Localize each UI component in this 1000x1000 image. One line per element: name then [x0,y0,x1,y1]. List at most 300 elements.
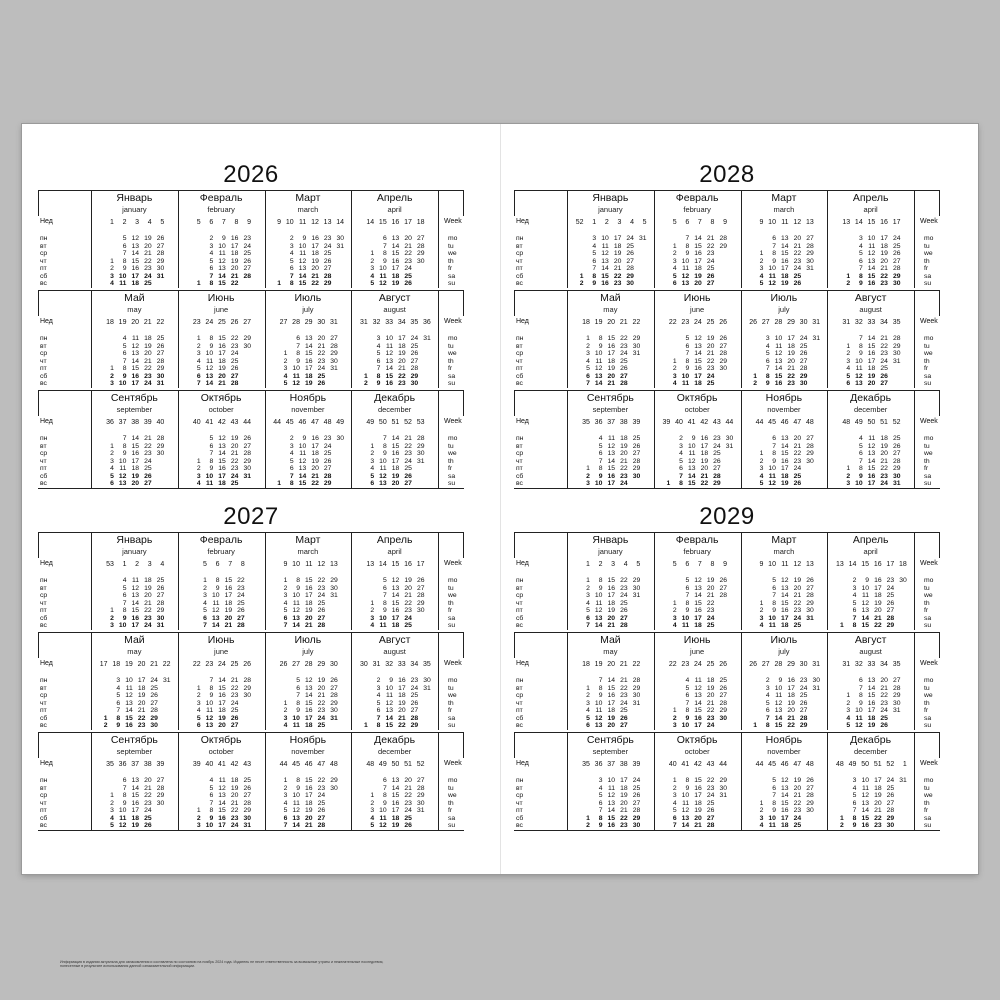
day-number: 30 [416,450,425,458]
day-number: 26 [706,272,715,280]
week-number: 2 [135,561,140,568]
day-number: 22 [793,450,802,458]
day-number: 9 [302,435,307,442]
day-number: 21 [880,265,888,273]
day-number: 14 [694,350,702,358]
week-number: 30 [329,661,338,668]
day-number: 20 [880,450,888,458]
day-number: 7 [209,450,214,458]
week-number: 49 [848,761,857,768]
day-number: 20 [144,350,152,358]
day-number: 26 [620,607,628,615]
month-name-en: october [684,405,710,414]
weekday-label-ru: чт [516,457,523,465]
day-number: 31 [156,380,165,388]
day-number: 4 [846,714,851,722]
week-label: Week [444,660,462,667]
day-number: 18 [230,777,239,784]
day-number: 29 [410,722,419,730]
day-number: 12 [118,472,127,480]
day-number: 28 [886,614,895,622]
day-number: 3 [592,235,597,242]
week-label: Week [920,418,938,425]
day-number: 30 [330,784,338,792]
column-rule [939,532,940,558]
day-number: 5 [110,472,114,480]
day-number: 4 [122,577,127,584]
week-number: 9 [759,561,764,568]
day-number: 1 [364,372,368,380]
month-name-en: january [122,547,147,556]
day-number: 26 [632,792,641,800]
day-number: 15 [218,457,226,465]
day-number: 3 [586,350,590,358]
day-number: 25 [719,677,728,684]
column-rule [38,290,39,316]
weekday-label-ru: вс [40,722,47,730]
week-number: 23 [205,661,214,668]
day-number: 10 [774,335,783,342]
day-number: 9 [382,450,387,458]
month-name-ru: Июль [770,292,798,304]
week-number: 43 [712,419,721,426]
weekday-label-en: fr [924,265,929,273]
day-number: 15 [861,814,870,822]
weekday-label-ru: чт [40,699,47,707]
day-number: 18 [867,714,876,722]
week-number: 8 [234,219,239,226]
day-number: 8 [209,335,214,342]
day-number: 26 [793,280,802,288]
day-number: 21 [793,442,802,450]
day-number: 7 [122,250,127,258]
day-number: 22 [787,372,795,380]
weekday-label-ru: чт [516,357,523,365]
month-january [91,190,178,290]
week-number: 23 [681,319,690,326]
day-number: 28 [719,592,728,600]
day-number: 16 [781,457,789,465]
day-number: 7 [376,714,381,722]
day-number: 1 [586,684,590,692]
week-number: 11 [298,219,307,226]
month-name-en: april [863,205,878,214]
day-number: 15 [391,250,400,258]
day-number: 21 [706,592,715,600]
day-number: 16 [218,814,226,822]
weekday-label-en: sa [448,472,456,480]
day-number: 8 [772,799,776,807]
day-number: 29 [156,607,165,615]
day-number: 22 [404,792,412,800]
day-number: 10 [855,357,863,365]
day-number: 19 [391,472,400,480]
day-number: 5 [759,280,764,288]
day-number: 2 [852,577,857,584]
day-number: 14 [781,242,789,250]
day-number: 10 [594,592,603,600]
day-number: 1 [110,607,114,615]
day-number: 31 [812,684,821,692]
column-rule [914,390,915,488]
week-number: 45 [285,419,294,426]
day-number: 22 [620,814,628,822]
day-number: 17 [137,677,146,684]
day-number: 27 [156,592,165,600]
day-number: 12 [768,280,776,288]
day-number: 2 [283,584,288,592]
day-number: 29 [632,577,641,584]
day-number: 22 [230,457,239,465]
day-number: 16 [391,450,400,458]
day-number: 7 [209,799,214,807]
day-number: 16 [607,342,616,350]
day-number: 12 [305,677,313,684]
day-number: 18 [694,799,702,807]
month-name-ru: Октябрь [200,734,242,746]
day-number: 10 [594,480,603,488]
weekday-label-en: fr [924,365,929,373]
weekday-label-en: fr [924,807,929,815]
day-number: 8 [765,722,770,730]
day-number: 20 [607,614,616,622]
day-number: 1 [110,442,114,450]
day-number: 15 [694,357,702,365]
day-number: 5 [376,699,381,707]
day-number: 14 [774,365,783,373]
day-number: 2 [370,607,375,615]
month-name-en: april [863,547,878,556]
week-number: 1 [122,561,127,568]
weekday-label-ru: пт [40,265,47,273]
day-number: 8 [289,480,294,488]
day-number: 17 [305,792,313,800]
month-name-ru: Декабрь [850,392,892,404]
weekday-label-en: th [924,599,930,607]
day-number: 24 [886,777,895,784]
weekday-label-ru: пн [40,777,48,784]
day-number: 25 [886,784,895,792]
day-number: 6 [858,677,863,684]
day-number: 2 [579,280,584,288]
week-number: 21 [619,319,628,326]
day-number: 5 [196,714,201,722]
day-number: 14 [607,457,616,465]
month-name-ru: Декабрь [374,734,416,746]
day-number: 5 [858,250,863,258]
day-number: 21 [607,380,616,388]
day-number: 26 [719,577,728,584]
day-number: 16 [131,450,140,458]
day-number: 21 [787,365,795,373]
column-rule [939,632,940,658]
day-number: 28 [806,792,814,800]
month-name-ru: Октябрь [676,392,718,404]
day-number: 20 [317,335,326,342]
day-number: 7 [598,677,603,684]
week-number: 36 [594,419,603,426]
week-number: 13 [842,219,851,226]
day-number: 30 [806,807,814,815]
day-number: 1 [666,480,671,488]
month-name-ru: Октябрь [676,734,718,746]
day-number: 15 [781,799,789,807]
day-number: 6 [196,722,201,730]
day-number: 15 [385,372,394,380]
day-number: 23 [880,350,888,358]
weekday-label-ru: ср [516,250,524,258]
weekday-label-en: sa [924,714,932,722]
weekday-label-en: we [448,250,457,258]
day-number: 28 [156,250,165,258]
day-number: 30 [719,365,728,373]
day-number: 24 [317,365,326,373]
month-november [741,390,828,490]
day-number: 27 [323,265,332,273]
day-number: 8 [215,577,220,584]
month-november [741,732,828,832]
day-number: 17 [880,235,888,242]
day-number: 9 [592,280,597,288]
day-number: 6 [382,777,387,784]
year-calendar-2028 [514,161,940,494]
week-number: 5 [196,219,201,226]
week-number: 41 [687,419,696,426]
week-number: 27 [761,319,770,326]
day-number: 22 [311,480,319,488]
day-number: 9 [209,342,214,350]
weekday-label-en: fr [448,707,453,715]
weekday-label-en: we [924,250,933,258]
day-number: 19 [218,714,226,722]
day-number: 17 [700,442,709,450]
week-number: 9 [723,561,728,568]
week-number: 19 [118,319,127,326]
weekday-label-en: tu [448,784,454,792]
day-number: 9 [772,607,776,615]
day-number: 23 [620,342,628,350]
day-number: 2 [586,472,590,480]
month-july [741,632,828,732]
weekday-label-en: tu [924,342,930,350]
day-number: 8 [598,814,603,822]
day-number: 28 [632,677,641,684]
weekday-label-en: sa [448,272,456,280]
day-number: 9 [122,372,127,380]
week-number: 39 [143,419,152,426]
day-number: 25 [880,365,888,373]
day-number: 15 [781,250,789,258]
day-number: 15 [607,335,616,342]
week-number: 48 [323,419,332,426]
day-number: 5 [289,257,294,265]
weekday-label-ru: сб [516,472,524,480]
day-number: 4 [852,784,857,792]
weekday-label-en: tu [448,442,454,450]
day-number: 4 [370,814,375,822]
day-number: 10 [861,584,870,592]
day-number: 8 [852,814,857,822]
day-number: 7 [685,350,690,358]
day-number: 18 [131,814,140,822]
day-number: 18 [137,684,146,692]
day-number: 12 [379,280,387,288]
day-number: 11 [694,677,702,684]
day-number: 20 [613,257,622,265]
day-number: 4 [679,450,683,458]
day-number: 9 [376,380,381,388]
week-number: 46 [780,419,789,426]
day-number: 21 [144,435,152,442]
weekday-label-en: sa [448,372,456,380]
week-number: 35 [892,319,901,326]
month-name-en: october [208,747,234,756]
month-august [351,632,438,732]
day-number: 30 [632,472,641,480]
day-number: 24 [237,592,245,600]
day-number: 25 [706,799,715,807]
weekday-label-ru: пн [516,335,524,342]
week-number: 42 [694,761,702,768]
day-number: 3 [598,777,603,784]
day-number: 27 [620,372,628,380]
day-number: 20 [230,265,239,273]
day-number: 23 [874,822,882,830]
day-number: 18 [144,335,152,342]
week-number: 32 [385,661,394,668]
day-number: 12 [681,807,690,815]
week-number: 15 [867,219,876,226]
day-number: 9 [296,784,300,792]
day-number: 2 [203,584,207,592]
week-number: 6 [209,219,214,226]
day-number: 5 [203,607,207,615]
day-number: 1 [283,777,288,784]
month-name-ru: Май [124,634,145,646]
month-name-en: july [302,647,314,656]
day-number: 26 [156,235,165,242]
day-number: 6 [382,235,387,242]
month-september [567,732,654,832]
weekday-label-en: th [448,799,454,807]
day-number: 8 [382,792,387,800]
day-number: 30 [806,457,814,465]
month-name-ru: Ноябрь [289,734,327,746]
day-number: 14 [681,822,690,830]
day-number: 7 [289,472,294,480]
weekday-label-ru: пт [40,365,47,373]
day-number: 28 [416,784,425,792]
month-name-ru: Декабрь [850,734,892,746]
month-may [91,632,178,732]
day-number: 30 [899,577,907,584]
day-number: 2 [196,465,201,473]
day-number: 6 [772,784,776,792]
day-number: 4 [586,357,590,365]
day-number: 6 [296,684,300,692]
weekday-label-ru: пн [40,577,48,584]
day-number: 4 [672,799,677,807]
day-number: 15 [385,722,394,730]
day-number: 26 [626,250,634,258]
day-number: 4 [203,599,207,607]
day-number: 17 [131,380,140,388]
day-number: 25 [620,599,628,607]
weekday-label-en: su [924,622,932,630]
day-number: 26 [243,784,252,792]
day-number: 26 [620,365,628,373]
day-number: 25 [713,450,721,458]
day-number: 13 [594,614,603,622]
day-number: 7 [382,784,387,792]
day-number: 11 [775,342,783,350]
day-number: 14 [594,380,603,388]
weekday-label-ru: вс [40,622,47,630]
day-number: 17 [781,614,789,622]
column-rule [939,390,940,416]
weekday-label-en: we [448,450,457,458]
day-number: 13 [867,677,876,684]
day-number: 21 [706,235,715,242]
year-calendar-2027 [38,503,464,836]
weekday-label-ru: пт [516,707,523,715]
weekday-label-en: we [448,350,457,358]
calendar-spread [22,124,978,969]
day-number: 12 [594,607,603,615]
week-number: 14 [336,219,345,226]
week-number: 7 [228,561,233,568]
day-number: 26 [323,457,332,465]
day-number: 6 [122,592,127,600]
day-number: 10 [379,614,387,622]
day-number: 21 [317,342,326,350]
day-number: 11 [775,692,783,700]
day-number: 23 [323,435,332,442]
weekday-label-en: sa [924,272,932,280]
day-number: 8 [772,250,776,258]
month-name-ru: Сентябрь [586,734,634,746]
day-number: 26 [632,442,641,450]
month-name-en: september [116,747,153,756]
day-number: 23 [243,235,252,242]
day-number: 5 [370,472,375,480]
day-number: 6 [283,814,288,822]
column-rule [914,632,915,730]
day-number: 19 [867,722,876,730]
day-number: 25 [243,777,252,784]
day-number: 26 [330,677,338,684]
day-number: 4 [289,450,294,458]
day-number: 11 [768,822,776,830]
weekday-label-ru: вс [516,380,523,388]
column-rule [939,290,940,316]
day-number: 23 [793,807,802,815]
day-number: 1 [846,342,851,350]
day-number: 8 [296,577,300,584]
week-number-label: Нед [40,760,53,767]
day-number: 27 [892,257,901,265]
day-number: 24 [793,465,802,473]
day-number: 9 [122,265,127,273]
day-number: 25 [237,599,245,607]
day-number: 26 [237,607,245,615]
day-number: 23 [793,257,802,265]
day-number: 11 [218,250,226,258]
day-number: 21 [144,250,152,258]
day-number: 24 [317,592,326,600]
day-number: 29 [330,350,338,358]
day-number: 14 [781,592,789,600]
